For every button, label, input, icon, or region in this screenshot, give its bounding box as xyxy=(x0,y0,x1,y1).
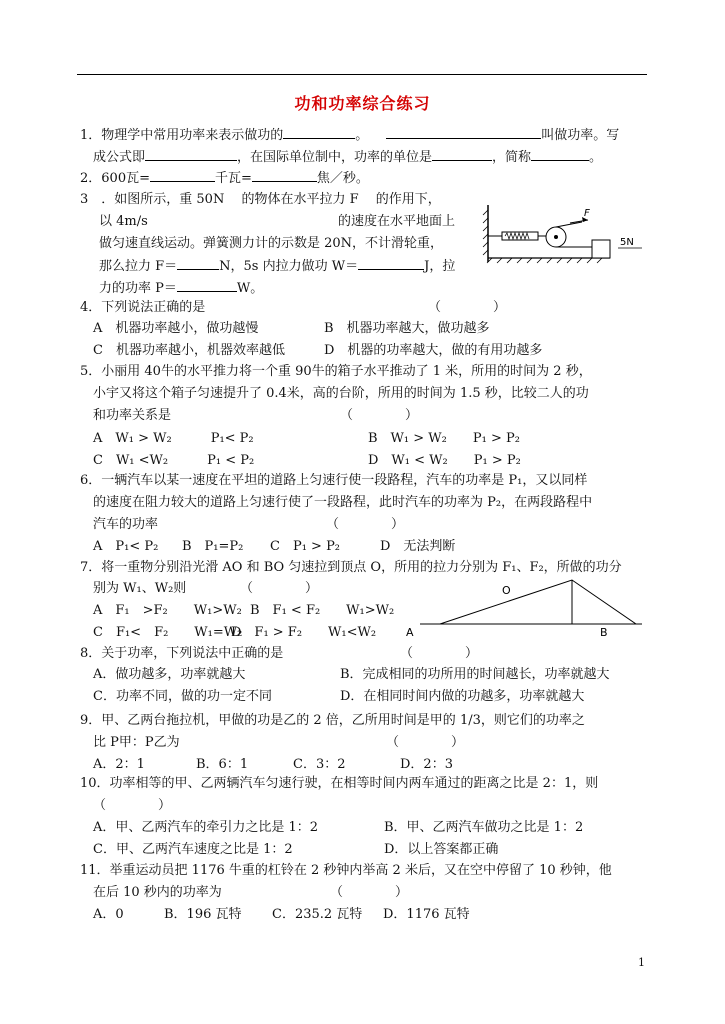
question-6-line-1: 6．一辆汽车以某一速度在平坦的道路上匀速行使一段路程，汽车的功率是 P₁，又以同样 xyxy=(80,473,588,488)
option-d[interactable]: D．1176 瓦特 xyxy=(383,907,470,922)
question-3-line-4: 那么拉力 F＝ N，5s 内拉力做功 W＝ J，拉 xyxy=(99,259,456,274)
option-a[interactable]: A 机器功率越小，做功越慢 xyxy=(93,321,259,336)
option-b[interactable]: B F₁ < F₂ W₁>W₂ xyxy=(250,603,395,618)
option-d[interactable]: D．2：3 xyxy=(400,757,453,772)
option-b[interactable]: B．甲、乙两汽车做功之比是 1：2 xyxy=(384,820,584,835)
question-9-line-2: 比 P甲：P乙为 xyxy=(93,735,180,750)
page-title: 功和功率综合练习 xyxy=(294,94,431,113)
option-a[interactable]: A．做功越多，功率就越大 xyxy=(93,667,246,682)
vertex-label-o: O xyxy=(502,584,511,597)
answer-paren[interactable]: （ ） xyxy=(330,885,409,900)
question-1-line-1: 1．物理学中常用功率来表示做功的 。 叫做功率。写 xyxy=(80,128,620,143)
question-2: 2．600瓦= 千瓦= 焦／秒。 xyxy=(80,171,369,186)
header-rule xyxy=(77,74,647,75)
answer-paren[interactable]: （ ） xyxy=(386,735,465,750)
vertex-label-b: B xyxy=(600,626,608,639)
question-3-line-2b: 的速度在水平地面上 xyxy=(338,214,456,229)
blank[interactable] xyxy=(145,148,237,161)
option-d[interactable]: D 机器的功率越大，做的有用功越多 xyxy=(324,343,543,358)
blank[interactable] xyxy=(177,279,237,292)
question-8-stem: 8．关于功率，下列说法中正确的是 xyxy=(80,646,284,661)
blank[interactable] xyxy=(432,148,492,161)
option-c[interactable]: C 机器功率越小，机器效率越低 xyxy=(93,343,285,358)
option-c[interactable]: C．功率不同，做的功一定不同 xyxy=(93,689,272,704)
answer-paren[interactable]: （ ） xyxy=(326,517,405,532)
option-a[interactable]: A F₁ >F₂ W₁>W₂ xyxy=(93,603,242,618)
blank[interactable] xyxy=(386,126,541,139)
option-b[interactable]: B P₁=P₂ xyxy=(182,539,244,554)
option-c[interactable]: C P₁ > P₂ xyxy=(270,539,341,554)
option-c[interactable]: C F₁< F₂ W₁=W₂ xyxy=(93,625,243,640)
option-d[interactable]: D．以上答案都正确 xyxy=(384,842,499,857)
option-a[interactable]: A W₁ > W₂ P₁< P₂ xyxy=(93,431,254,446)
question-5-line-2: 小宇又将这个箱子匀速提升了 0.4米，高的台阶，所用的时间为 1.5 秒，比较二人的功 xyxy=(93,386,589,401)
question-3-line-3: 做匀速直线运动。弹簧测力计的示数是 20N，不计滑轮重， xyxy=(99,236,444,251)
option-c[interactable]: C．甲、乙两汽车速度之比是 1：2 xyxy=(93,842,293,857)
incline-figure xyxy=(400,572,650,642)
option-a[interactable]: A．0 xyxy=(93,907,124,922)
option-a[interactable]: A．甲、乙两汽车的牵引力之比是 1：2 xyxy=(93,820,319,835)
page-number: 1 xyxy=(638,956,645,969)
option-a[interactable]: A．2：1 xyxy=(93,757,145,772)
pulley-figure xyxy=(480,200,650,270)
option-a[interactable]: A P₁< P₂ xyxy=(93,539,159,554)
blank[interactable] xyxy=(252,169,317,182)
weight-label: 5N xyxy=(620,237,634,248)
blank[interactable] xyxy=(177,257,219,270)
question-5-line-1: 5．小丽用 40牛的水平推力将一个重 90牛的箱子水平推动了 1 米，所用的时间为 2 秒， xyxy=(80,364,592,379)
option-d[interactable]: D．在相同时间内做的功越多，功率就越大 xyxy=(340,689,585,704)
option-b[interactable]: B．6：1 xyxy=(196,757,249,772)
question-10-line-1: 10．功率相等的甲、乙两辆汽车匀速行驶，在相等时间内两车通过的距离之比是 2：1，则 xyxy=(80,776,599,791)
blank[interactable] xyxy=(283,126,355,139)
option-b[interactable]: B．完成相同的功所用的时间越长，功率就越大 xyxy=(340,667,610,682)
option-d[interactable]: D W₁ < W₂ P₁ > P₂ xyxy=(368,453,521,468)
question-3-line-2: 以 4m/s xyxy=(99,214,148,229)
vertex-label-a: A xyxy=(406,626,414,639)
answer-paren[interactable]: （ ） xyxy=(93,798,172,813)
question-7-line-2: 别为 W₁、W₂则 xyxy=(93,581,187,596)
blank[interactable] xyxy=(358,257,424,270)
question-11-line-1: 11．举重运动员把 1176 牛重的杠铃在 2 秒钟内举高 2 米后，又在空中停留了 10 秒钟，他 xyxy=(80,863,612,878)
question-6-line-3: 汽车的功率 xyxy=(93,517,159,532)
option-c[interactable]: C W₁ <W₂ P₁ < P₂ xyxy=(93,453,255,468)
option-d[interactable]: D 无法判断 xyxy=(380,539,456,554)
answer-paren[interactable]: （ ） xyxy=(340,408,419,423)
option-c[interactable]: C．235.2 瓦特 xyxy=(272,907,363,922)
question-4-stem: 4．下列说法正确的是 xyxy=(80,300,206,315)
answer-paren[interactable]: （ ） xyxy=(400,646,479,661)
option-b[interactable]: B 机器功率越大，做功越多 xyxy=(324,321,490,336)
option-b[interactable]: B W₁ > W₂ P₁ > P₂ xyxy=(368,431,520,446)
option-b[interactable]: B．196 瓦特 xyxy=(164,907,242,922)
question-6-line-2: 的速度在阻力较大的道路上匀速行使了一段路程，此时汽车的功率为 P₂，在两段路程中 xyxy=(93,495,593,510)
blank[interactable] xyxy=(531,148,589,161)
question-5-line-3: 和功率关系是 xyxy=(93,408,172,423)
option-d[interactable]: D F₁ > F₂ W₁<W₂ xyxy=(231,625,377,640)
answer-paren[interactable]: （ ） xyxy=(240,581,319,596)
force-label-f: F xyxy=(584,208,590,219)
question-3-line-5: 力的功率 P＝ W。 xyxy=(99,281,264,296)
option-c[interactable]: C．3：2 xyxy=(293,757,346,772)
blank[interactable] xyxy=(150,169,215,182)
question-3-line-1: 3 ．如图所示，重 50N 的物体在水平拉力 F 的作用下， xyxy=(80,192,441,207)
question-1-line-2: 成公式即 ，在国际单位制中，功率的单位是 ，简称 。 xyxy=(93,150,603,165)
question-11-line-2: 在后 10 秒内的功率为 xyxy=(93,885,222,900)
answer-paren[interactable]: （ ） xyxy=(428,300,507,315)
question-7-line-1: 7．将一重物分别沿光滑 AO 和 BO 匀速拉到顶点 O，所用的拉力分别为 F₁、F₂，所做的功分 xyxy=(80,560,622,575)
question-9-line-1: 9．甲、乙两台拖拉机，甲做的功是乙的 2 倍，乙所用时间是甲的 1/3，则它们的功率之 xyxy=(80,713,585,728)
